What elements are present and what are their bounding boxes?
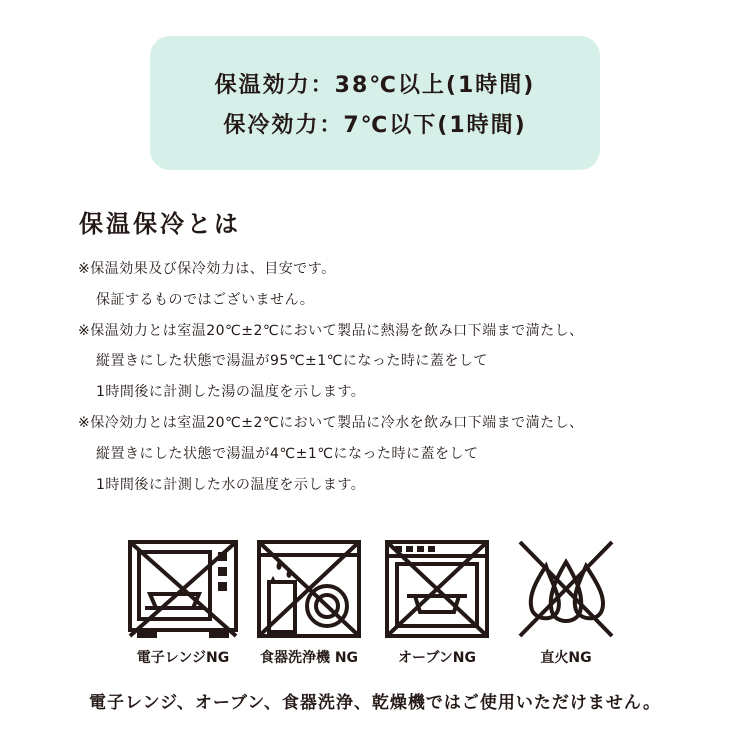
note-line: ※保温効力とは室温20℃±2℃において製品に熱湯を飲み口下端まで満たし、 (78, 322, 584, 339)
usage-warning: 電子レンジ、オーブン、食器洗浄、乾燥機ではご使用いただけません。 (89, 693, 661, 713)
oven-ng-item (374, 536, 500, 667)
microwave-ng-item (120, 536, 246, 667)
microwave-ng-icon (123, 536, 243, 644)
performance-badge (150, 36, 600, 170)
dishwasher-ng-item (246, 536, 372, 667)
oven-ng-icon (377, 536, 497, 644)
dishwasher-ng-label: 食器洗浄機 NG (259, 650, 359, 666)
open-flame-ng-item (503, 536, 629, 667)
oven-ng-label: オーブンNG (398, 650, 476, 666)
prohibition-icons (125, 536, 625, 676)
dishwasher-ng-icon (249, 536, 369, 644)
notes-list (78, 254, 584, 500)
note-line: ※保冷効力とは室温20℃±2℃において製品に冷水を飲み口下端まで満たし、 (78, 414, 584, 431)
note-line: 1時間後に計測した湯の温度を示します。 (96, 384, 366, 401)
section-title: 保温保冷とは (79, 210, 241, 238)
microwave-ng-label: 電子レンジNG (136, 650, 230, 666)
note-line: 縦置きにした状態で湯温が95℃±1℃になった時に蓋をして (96, 353, 488, 370)
open-flame-ng-icon (506, 536, 626, 644)
warm-performance-text: 保温効力：38℃以上(1時間) (214, 73, 536, 98)
open-flame-ng-label: 直火NG (540, 650, 592, 666)
note-line: 縦置きにした状態で湯温が4℃±1℃になった時に蓋をして (96, 445, 479, 462)
note-line: 1時間後に計測した水の温度を示します。 (96, 476, 366, 493)
note-line: ※保温効果及び保冷効力は、目安です。 (78, 261, 336, 277)
note-line: 保証するものではございません。 (96, 291, 315, 308)
cold-performance-text: 保冷効力：7℃以下(1時間) (223, 113, 527, 138)
